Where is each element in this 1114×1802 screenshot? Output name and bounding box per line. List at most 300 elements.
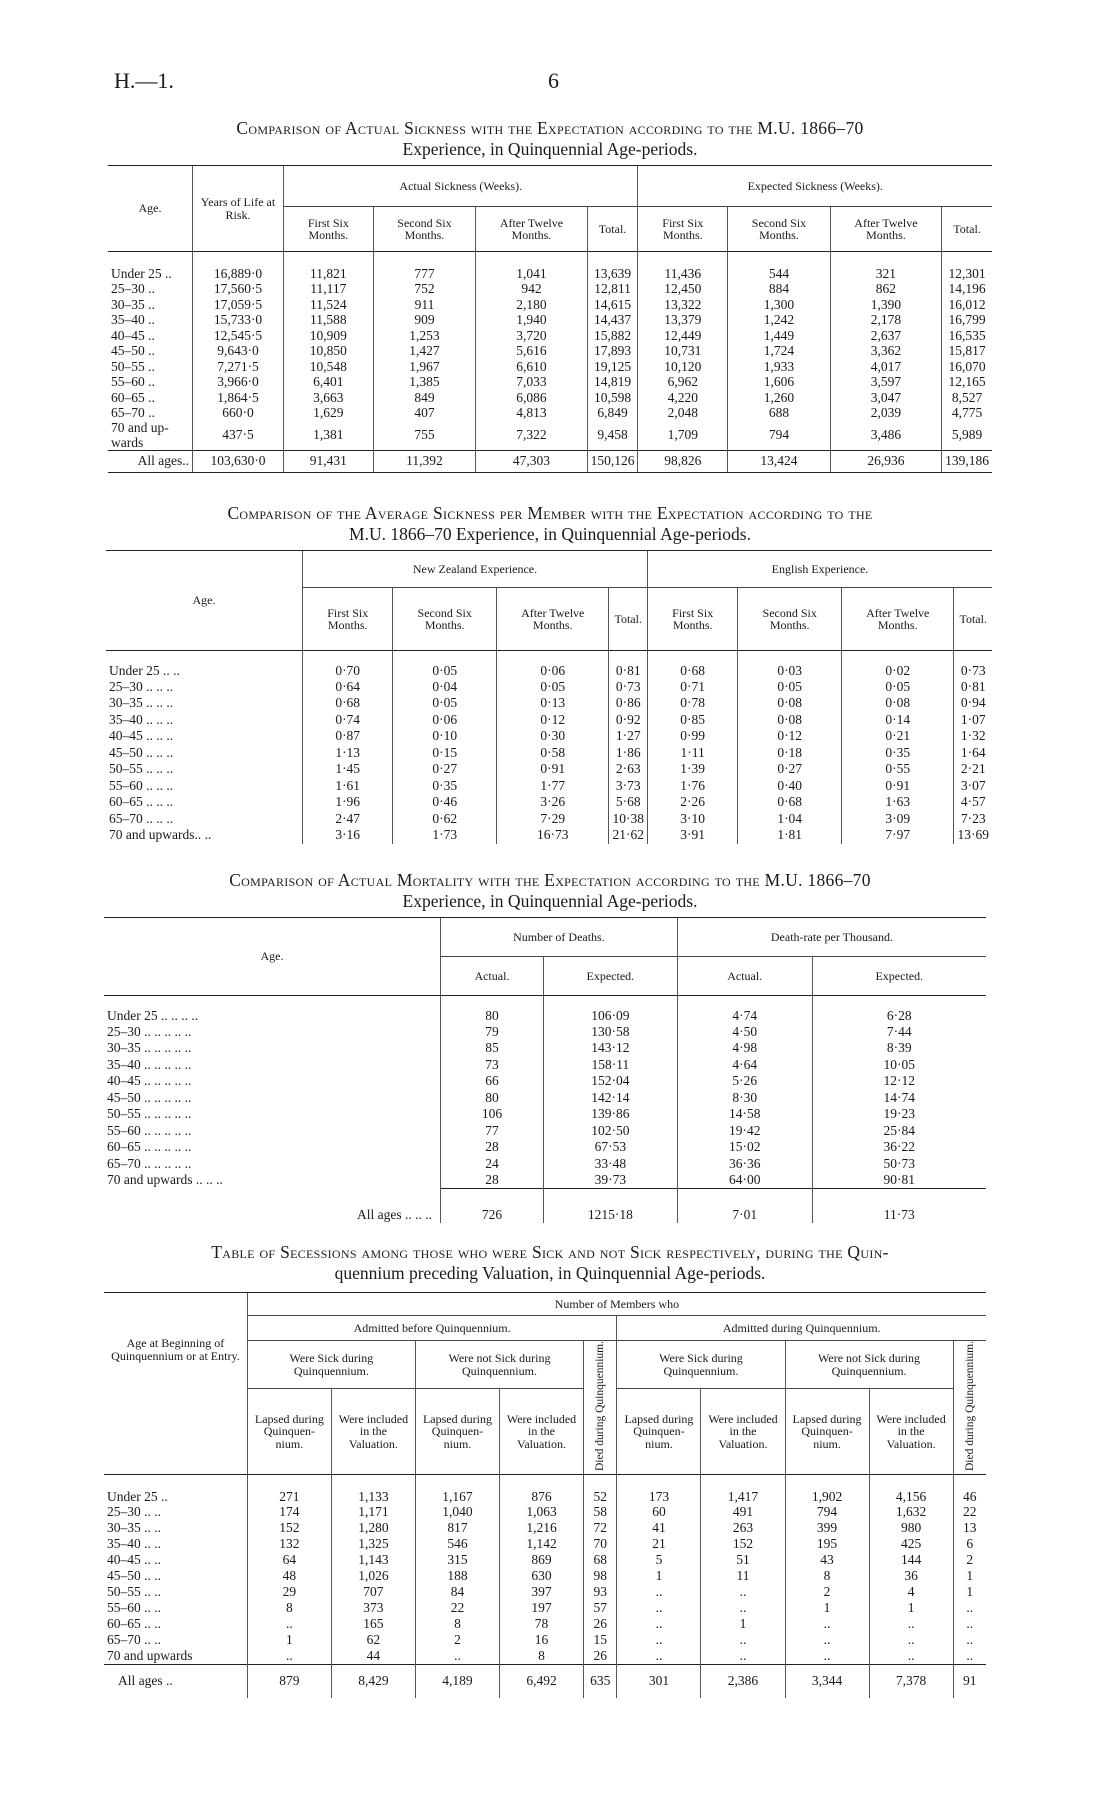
table-cell: 0·06 bbox=[393, 712, 497, 729]
table-cell: 70 bbox=[584, 1536, 617, 1552]
table4-title bbox=[108, 1242, 992, 1284]
table-cell: 10,598 bbox=[587, 390, 638, 406]
table-cell: 51 bbox=[701, 1552, 785, 1568]
table4-title-line1: Table of Secessions among those who were Sick and not Sick respectively, during the Quin- bbox=[211, 1242, 889, 1262]
table-cell: 1·27 bbox=[609, 728, 648, 745]
table-cell: .. bbox=[701, 1600, 785, 1616]
table-cell: 301 bbox=[617, 1664, 701, 1698]
table-cell: 14,196 bbox=[942, 282, 992, 298]
column-header: Second Six Months. bbox=[393, 588, 497, 651]
table-cell: 1,300 bbox=[728, 297, 831, 313]
table-cell: 77 bbox=[441, 1123, 544, 1140]
row-label: 25–30 .. .. bbox=[107, 1503, 161, 1519]
table-cell: 4,813 bbox=[476, 406, 587, 422]
table-cell: 909 bbox=[373, 313, 476, 329]
table-cell: 1 bbox=[617, 1568, 701, 1584]
table-cell: 1·61 bbox=[303, 778, 393, 795]
table-cell: 0·15 bbox=[393, 745, 497, 762]
column-header-died bbox=[953, 1341, 986, 1475]
table-cell: 3·09 bbox=[842, 811, 954, 828]
table-cell: 876 bbox=[499, 1474, 583, 1504]
table1-title-line1: Comparison of Actual Sickness with the Expectation according to the M.U. 1866–70 bbox=[236, 118, 864, 138]
table-cell: 1 bbox=[953, 1584, 986, 1600]
table-cell: 64 bbox=[247, 1552, 331, 1568]
table-cell: 0·87 bbox=[303, 728, 393, 745]
table-cell: .. bbox=[617, 1616, 701, 1632]
group-header-admitted-before: Admitted before Quinquennium. bbox=[247, 1316, 617, 1341]
column-header-age: Age. bbox=[108, 166, 193, 252]
table-cell: 1,629 bbox=[284, 406, 374, 422]
table-cell: 68 bbox=[584, 1552, 617, 1568]
table-cell: 1,390 bbox=[830, 297, 941, 313]
sickness-comparison-table bbox=[108, 165, 992, 473]
table-cell: 9,458 bbox=[587, 421, 638, 451]
column-header-years-at-risk: Years of Life at Risk. bbox=[193, 166, 284, 252]
table-cell: 91 bbox=[953, 1664, 986, 1698]
table-row bbox=[104, 1648, 986, 1664]
table-cell: 0·04 bbox=[393, 679, 497, 696]
table-cell: 491 bbox=[701, 1504, 785, 1520]
row-label: 55–60 .. .. .. .. .. bbox=[107, 1122, 192, 1138]
column-header: Total. bbox=[587, 207, 638, 252]
column-header-died bbox=[584, 1341, 617, 1475]
table-cell: 794 bbox=[728, 421, 831, 451]
table-cell: 726 bbox=[441, 1189, 544, 1223]
table-cell: 0·78 bbox=[647, 695, 737, 712]
group-header-were-sick: Were Sick during Quinquennium. bbox=[247, 1341, 415, 1389]
table-cell: 0·05 bbox=[738, 679, 842, 696]
table-cell: 142·14 bbox=[543, 1090, 677, 1107]
row-label: 40–45 .. bbox=[111, 327, 155, 343]
table-cell: 12,450 bbox=[638, 282, 728, 298]
table-cell: 0·05 bbox=[393, 651, 497, 679]
table-cell: 9,643·0 bbox=[193, 344, 284, 360]
table-cell: 2,637 bbox=[830, 328, 941, 344]
table-cell: 1,632 bbox=[869, 1504, 953, 1520]
table-cell: 0·08 bbox=[738, 712, 842, 729]
table-cell: 0·91 bbox=[842, 778, 954, 795]
table-cell: 1,133 bbox=[331, 1474, 415, 1504]
row-label: 45–50 .. .. .. bbox=[109, 744, 174, 760]
row-label: All ages .. .. .. bbox=[357, 1207, 432, 1222]
table-cell: 11 bbox=[701, 1568, 785, 1584]
table-cell: 67·53 bbox=[543, 1139, 677, 1156]
table-cell: .. bbox=[785, 1616, 869, 1632]
row-label: 35–40 .. .. .. .. .. bbox=[107, 1056, 192, 1072]
table-cell: 911 bbox=[373, 297, 476, 313]
secessions-table bbox=[104, 1292, 986, 1698]
row-label: 45–50 .. bbox=[111, 343, 155, 358]
row-label: 65–70 .. .. .. .. .. bbox=[107, 1155, 192, 1171]
table-cell: 48 bbox=[247, 1568, 331, 1584]
table-cell: 158·11 bbox=[543, 1057, 677, 1074]
table-row bbox=[104, 1040, 986, 1057]
table-cell: 36 bbox=[869, 1568, 953, 1584]
table-cell: 15 bbox=[584, 1632, 617, 1648]
table-cell: 1·86 bbox=[609, 745, 648, 762]
row-label: 50–55 .. bbox=[111, 358, 155, 374]
table-cell: 1,026 bbox=[331, 1568, 415, 1584]
table-cell: 12,165 bbox=[942, 375, 992, 391]
table-cell: 6,086 bbox=[476, 390, 587, 406]
table-cell: 72 bbox=[584, 1520, 617, 1536]
average-sickness-table bbox=[106, 550, 992, 844]
table-cell: 16,889·0 bbox=[193, 252, 284, 282]
table-cell: 15,817 bbox=[942, 344, 992, 360]
table-cell: 11,436 bbox=[638, 252, 728, 282]
table-cell: 425 bbox=[869, 1536, 953, 1552]
table-cell: 1,709 bbox=[638, 421, 728, 451]
table-cell: 1 bbox=[869, 1600, 953, 1616]
table-cell: 17,059·5 bbox=[193, 297, 284, 313]
table-row bbox=[108, 375, 992, 391]
table-cell: 0·62 bbox=[393, 811, 497, 828]
table-cell: 4,189 bbox=[415, 1664, 499, 1698]
table-cell: 1,417 bbox=[701, 1474, 785, 1504]
table-row bbox=[106, 827, 992, 844]
table-cell: 13,322 bbox=[638, 297, 728, 313]
table-cell: 4,775 bbox=[942, 406, 992, 422]
column-header-included: Were included in the Valuation. bbox=[869, 1389, 953, 1474]
header-row bbox=[104, 918, 986, 957]
table-cell: 407 bbox=[373, 406, 476, 422]
table-cell: 1,040 bbox=[415, 1504, 499, 1520]
table-cell: 315 bbox=[415, 1552, 499, 1568]
table-row bbox=[104, 1156, 986, 1173]
table-cell: 10,548 bbox=[284, 359, 374, 375]
column-header: Total. bbox=[954, 588, 992, 651]
table-cell: 6,401 bbox=[284, 375, 374, 391]
table-cell: 12,545·5 bbox=[193, 328, 284, 344]
row-label: 40–45 .. .. bbox=[107, 1551, 161, 1567]
table-cell: 6 bbox=[953, 1536, 986, 1552]
table1-title bbox=[108, 118, 992, 160]
table-cell: 7,033 bbox=[476, 375, 587, 391]
table-cell: 60 bbox=[617, 1504, 701, 1520]
table-cell: 19·23 bbox=[812, 1106, 986, 1123]
table-cell: 21 bbox=[617, 1536, 701, 1552]
table-row bbox=[106, 745, 992, 762]
table-cell: 16,799 bbox=[942, 313, 992, 329]
row-label: 70 and up-wards bbox=[111, 420, 169, 450]
table-row bbox=[108, 359, 992, 375]
table-cell: 3·91 bbox=[647, 827, 737, 844]
table-cell: 1 bbox=[785, 1600, 869, 1616]
table-cell: 437·5 bbox=[193, 421, 284, 451]
table-cell: .. bbox=[617, 1648, 701, 1664]
table-cell: 4·64 bbox=[677, 1057, 812, 1074]
group-header-expected: Expected Sickness (Weeks). bbox=[638, 166, 992, 207]
table-cell: 10,120 bbox=[638, 359, 728, 375]
table-cell: 635 bbox=[584, 1664, 617, 1698]
table-row bbox=[108, 390, 992, 406]
row-label: 30–35 .. .. .. bbox=[109, 695, 174, 710]
table-cell: 0·08 bbox=[738, 695, 842, 712]
table-cell: 13,639 bbox=[587, 252, 638, 282]
table-cell: 980 bbox=[869, 1520, 953, 1536]
table-cell: 188 bbox=[415, 1568, 499, 1584]
table-cell: 0·99 bbox=[647, 728, 737, 745]
table-cell: 10,909 bbox=[284, 328, 374, 344]
table-cell: 1·39 bbox=[647, 761, 737, 778]
table-cell: 1,967 bbox=[373, 359, 476, 375]
table-cell: 0·08 bbox=[842, 695, 954, 712]
group-header-death-rate: Death-rate per Thousand. bbox=[677, 918, 986, 957]
table2-title bbox=[108, 503, 992, 545]
table-cell: 942 bbox=[476, 282, 587, 298]
table-row bbox=[104, 996, 986, 1024]
table-row bbox=[104, 1632, 986, 1648]
table-cell: 1,171 bbox=[331, 1504, 415, 1520]
group-header-were-not-sick: Were not Sick during Quinquennium. bbox=[785, 1341, 953, 1389]
table-cell: 0·73 bbox=[609, 679, 648, 696]
table-cell: 0·12 bbox=[497, 712, 609, 729]
row-label: 65–70 .. bbox=[111, 405, 155, 420]
table-cell: 4,017 bbox=[830, 359, 941, 375]
table-cell: .. bbox=[247, 1648, 331, 1664]
table-cell: .. bbox=[785, 1648, 869, 1664]
table-cell: 28 bbox=[441, 1172, 544, 1189]
table-cell: 2·21 bbox=[954, 761, 992, 778]
row-label: Under 25 .. bbox=[107, 1488, 168, 1504]
table-cell: 0·81 bbox=[609, 651, 648, 679]
table-cell: 13·69 bbox=[954, 827, 992, 844]
table-cell: 2·26 bbox=[647, 794, 737, 811]
table-cell: 3·73 bbox=[609, 778, 648, 795]
table-cell: 1,385 bbox=[373, 375, 476, 391]
table-cell: 62 bbox=[331, 1632, 415, 1648]
table-cell: 4·50 bbox=[677, 1024, 812, 1041]
table-cell: 14,437 bbox=[587, 313, 638, 329]
table-cell: 106·09 bbox=[543, 996, 677, 1024]
table-cell: 879 bbox=[247, 1664, 331, 1698]
table-cell: 13 bbox=[953, 1520, 986, 1536]
table3-title-line1: Comparison of Actual Mortality with the Expectation according to the M.U. 1866–70 bbox=[229, 870, 871, 890]
row-label: All ages .. bbox=[104, 1664, 247, 1698]
row-label: 30–35 .. .. .. .. .. bbox=[107, 1040, 192, 1055]
table-cell: 1,063 bbox=[499, 1504, 583, 1520]
table-cell: 2,048 bbox=[638, 406, 728, 422]
table-cell: 660·0 bbox=[193, 406, 284, 422]
table-cell: 3,597 bbox=[830, 375, 941, 391]
table-cell: .. bbox=[869, 1616, 953, 1632]
table-cell: 5,616 bbox=[476, 344, 587, 360]
table-cell: 5 bbox=[617, 1552, 701, 1568]
table-cell: 7,271·5 bbox=[193, 359, 284, 375]
column-header: After Twelve Months. bbox=[476, 207, 587, 252]
table-cell: 6,849 bbox=[587, 406, 638, 422]
table-cell: 1,280 bbox=[331, 1520, 415, 1536]
column-header-age: Age. bbox=[106, 551, 303, 651]
table-cell: 0·46 bbox=[393, 794, 497, 811]
table-cell: 0·71 bbox=[647, 679, 737, 696]
row-label: 60–65 .. .. .. bbox=[109, 794, 174, 809]
row-label: 65–70 .. .. .. bbox=[109, 810, 174, 826]
table-cell: 8 bbox=[499, 1648, 583, 1664]
column-header: Expected. bbox=[812, 957, 986, 996]
column-header: Second Six Months. bbox=[728, 207, 831, 252]
table-cell: 2·47 bbox=[303, 811, 393, 828]
table-row bbox=[104, 1090, 986, 1107]
table-cell: 8,429 bbox=[331, 1664, 415, 1698]
group-header-deaths: Number of Deaths. bbox=[441, 918, 678, 957]
mortality-comparison-table bbox=[104, 917, 986, 1223]
row-label: 30–35 .. bbox=[111, 296, 155, 312]
table-cell: 5·68 bbox=[609, 794, 648, 811]
table-cell: .. bbox=[701, 1648, 785, 1664]
table-cell: 1·96 bbox=[303, 794, 393, 811]
table-cell: 1·04 bbox=[738, 811, 842, 828]
table-cell: 0·05 bbox=[497, 679, 609, 696]
row-label: 45–50 .. .. bbox=[107, 1567, 161, 1583]
table-cell: 152 bbox=[247, 1520, 331, 1536]
table-cell: 28 bbox=[441, 1139, 544, 1156]
table-cell: 12,449 bbox=[638, 328, 728, 344]
column-header-age: Age. bbox=[104, 918, 441, 996]
table3-title-line2: Experience, in Quinquennial Age-periods. bbox=[402, 891, 698, 911]
table-row bbox=[104, 1584, 986, 1600]
table-cell: 3·16 bbox=[303, 827, 393, 844]
table-cell: 132 bbox=[247, 1536, 331, 1552]
table-cell: 0·02 bbox=[842, 651, 954, 679]
header-row bbox=[104, 1293, 986, 1316]
column-header-included: Were included in the Valuation. bbox=[499, 1389, 583, 1474]
column-header-included: Were included in the Valuation. bbox=[331, 1389, 415, 1474]
table-cell: 15,733·0 bbox=[193, 313, 284, 329]
table-cell: 0·03 bbox=[738, 651, 842, 679]
table-row bbox=[104, 1172, 986, 1189]
table-cell: 8,527 bbox=[942, 390, 992, 406]
table-cell: 26,936 bbox=[830, 451, 941, 473]
table-cell: 0·94 bbox=[954, 695, 992, 712]
table-row bbox=[104, 1106, 986, 1123]
header-row bbox=[106, 551, 992, 588]
table2-title-line2: M.U. 1866–70 Experience, in Quinquennial Age-periods. bbox=[349, 524, 751, 544]
table-cell: 64·00 bbox=[677, 1172, 812, 1189]
row-label: 50–55 .. .. .. .. .. bbox=[107, 1106, 192, 1121]
table-cell: 78 bbox=[499, 1616, 583, 1632]
table-cell: 1,864·5 bbox=[193, 390, 284, 406]
table-cell: 11,588 bbox=[284, 313, 374, 329]
table-cell: 4·74 bbox=[677, 996, 812, 1024]
table-cell: .. bbox=[869, 1632, 953, 1648]
table-cell: 3,344 bbox=[785, 1664, 869, 1698]
table-cell: 0·73 bbox=[954, 651, 992, 679]
table-cell: 6,492 bbox=[499, 1664, 583, 1698]
table-cell: 1·76 bbox=[647, 778, 737, 795]
page-number: 6 bbox=[548, 68, 559, 93]
column-header: Total. bbox=[609, 588, 648, 651]
table-cell: 1 bbox=[701, 1616, 785, 1632]
table-cell: 12,811 bbox=[587, 282, 638, 298]
table-cell: 688 bbox=[728, 406, 831, 422]
group-header-were-not-sick: Were not Sick during Quinquennium. bbox=[415, 1341, 583, 1389]
row-label: Under 25 .. bbox=[111, 266, 172, 281]
row-label: All ages.. bbox=[108, 451, 193, 473]
row-label: 40–45 .. .. .. .. .. bbox=[107, 1073, 192, 1088]
total-row bbox=[104, 1664, 986, 1698]
group-header-members: Number of Members who bbox=[247, 1293, 986, 1316]
table-cell: 5·26 bbox=[677, 1073, 812, 1090]
total-row bbox=[108, 451, 992, 473]
table-cell: 41 bbox=[617, 1520, 701, 1536]
column-header-lapsed: Lapsed during Quinquen-nium. bbox=[617, 1389, 701, 1474]
table-cell: 1,242 bbox=[728, 313, 831, 329]
table-cell: 79 bbox=[441, 1024, 544, 1041]
table-cell: 103,630·0 bbox=[193, 451, 284, 473]
table-row bbox=[106, 712, 992, 729]
column-header-lapsed: Lapsed during Quinquen-nium. bbox=[247, 1389, 331, 1474]
table-cell: 8 bbox=[247, 1600, 331, 1616]
table-cell: 43 bbox=[785, 1552, 869, 1568]
table-cell: 8·39 bbox=[812, 1040, 986, 1057]
group-header-admitted-during: Admitted during Quinquennium. bbox=[617, 1316, 986, 1341]
table-row bbox=[106, 695, 992, 712]
table-row bbox=[108, 252, 992, 282]
table-cell: 0·10 bbox=[393, 728, 497, 745]
table-cell: 1,253 bbox=[373, 328, 476, 344]
table-cell: 8·30 bbox=[677, 1090, 812, 1107]
table-cell: 19,125 bbox=[587, 359, 638, 375]
table-cell: 152·04 bbox=[543, 1073, 677, 1090]
table-cell: 0·74 bbox=[303, 712, 393, 729]
row-label: 55–60 .. bbox=[111, 374, 155, 389]
table-cell: 1·07 bbox=[954, 712, 992, 729]
table-cell: 16 bbox=[499, 1632, 583, 1648]
table-cell: 11,524 bbox=[284, 297, 374, 313]
table-cell: 2,178 bbox=[830, 313, 941, 329]
table-cell: 3,362 bbox=[830, 344, 941, 360]
table-cell: 15,882 bbox=[587, 328, 638, 344]
table-row bbox=[104, 1600, 986, 1616]
table-cell: 36·36 bbox=[677, 1156, 812, 1173]
row-label: 55–60 .. .. .. bbox=[109, 777, 174, 793]
table-cell: 22 bbox=[415, 1600, 499, 1616]
table-row bbox=[108, 282, 992, 298]
table-cell: 1,142 bbox=[499, 1536, 583, 1552]
table-row bbox=[106, 811, 992, 828]
table-cell: 0·12 bbox=[738, 728, 842, 745]
table-cell: 16,070 bbox=[942, 359, 992, 375]
table3-title bbox=[108, 870, 992, 912]
table-cell: 150,126 bbox=[587, 451, 638, 473]
table-cell: 0·05 bbox=[842, 679, 954, 696]
table-row bbox=[104, 1520, 986, 1536]
row-label: 35–40 .. .. .. bbox=[109, 711, 174, 727]
table-cell: 544 bbox=[728, 252, 831, 282]
table-cell: 144 bbox=[869, 1552, 953, 1568]
table-cell: 14,819 bbox=[587, 375, 638, 391]
table-cell: 17,560·5 bbox=[193, 282, 284, 298]
table-cell: 397 bbox=[499, 1584, 583, 1600]
table-cell: .. bbox=[617, 1584, 701, 1600]
table-cell: 19·42 bbox=[677, 1123, 812, 1140]
table-cell: 197 bbox=[499, 1600, 583, 1616]
table-row bbox=[106, 728, 992, 745]
table-cell: 15·02 bbox=[677, 1139, 812, 1156]
table-cell: 0·68 bbox=[303, 695, 393, 712]
table-cell: 862 bbox=[830, 282, 941, 298]
table-cell: 0·30 bbox=[497, 728, 609, 745]
table-cell: 33·48 bbox=[543, 1156, 677, 1173]
table-row bbox=[106, 679, 992, 696]
table-cell: 7,378 bbox=[869, 1664, 953, 1698]
table-cell: 0·86 bbox=[609, 695, 648, 712]
total-row bbox=[104, 1189, 986, 1223]
table-cell: 85 bbox=[441, 1040, 544, 1057]
row-label: 70 and upwards bbox=[107, 1647, 193, 1663]
table-cell: 173 bbox=[617, 1474, 701, 1504]
